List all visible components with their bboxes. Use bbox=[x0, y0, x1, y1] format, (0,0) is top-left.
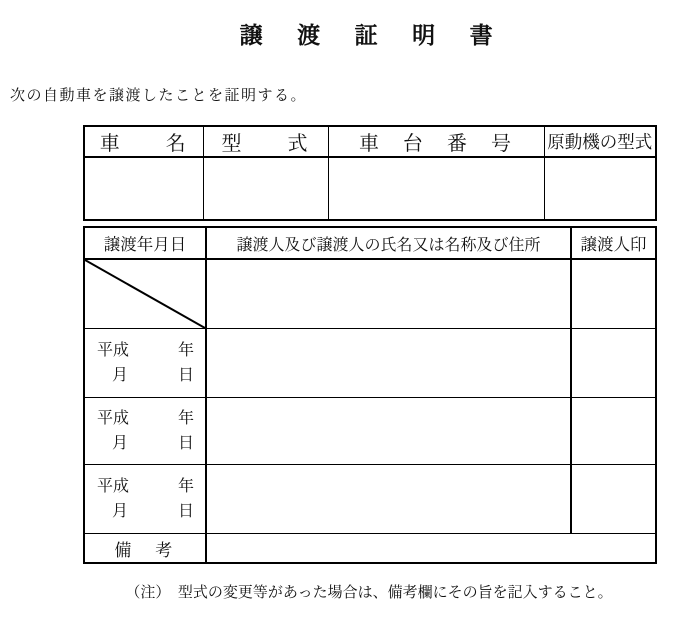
year-label: 年 bbox=[177, 342, 194, 359]
year-label: 年 bbox=[177, 478, 194, 495]
vehicle-table-value-row bbox=[84, 157, 656, 220]
header-model: 型 式 bbox=[203, 126, 328, 157]
transfer-row-1 bbox=[84, 259, 656, 329]
vehicle-table-header-row bbox=[84, 126, 656, 157]
transferor-info-cell bbox=[206, 398, 571, 465]
footnote: （注） 型式の変更等があった場合は、備考欄にその旨を記入すること。 bbox=[125, 585, 613, 601]
header-car-name: 車 名 bbox=[84, 126, 203, 157]
month-label: 月 bbox=[112, 503, 129, 520]
month-label: 月 bbox=[112, 435, 129, 452]
month-label: 月 bbox=[112, 367, 129, 384]
transfer-date-cell bbox=[84, 398, 206, 465]
header-transferor-name-address: 譲渡人及び譲渡人の氏名又は名称及び住所 bbox=[206, 227, 571, 259]
remarks-row bbox=[84, 534, 656, 564]
remarks-value-cell bbox=[206, 534, 656, 564]
page-title: 譲 渡 証 明 書 bbox=[239, 23, 499, 48]
date-labels bbox=[85, 465, 205, 533]
header-engine-model: 原動機の型式 bbox=[544, 126, 656, 157]
day-label: 日 bbox=[177, 435, 194, 452]
year-label: 年 bbox=[177, 410, 194, 427]
chassis-number-value-cell bbox=[328, 157, 544, 220]
seal-cell bbox=[571, 329, 656, 398]
transfer-date-cell-crossed-out bbox=[84, 259, 206, 329]
model-value-cell bbox=[203, 157, 328, 220]
transfer-table-header-row bbox=[84, 227, 656, 259]
transfer-record-table bbox=[83, 226, 657, 564]
seal-cell bbox=[571, 259, 656, 329]
transferor-info-cell bbox=[206, 329, 571, 398]
header-transfer-date: 譲渡年月日 bbox=[84, 227, 206, 259]
transfer-row-4 bbox=[84, 465, 656, 534]
transferor-info-cell bbox=[206, 259, 571, 329]
remarks-label: 備 考 bbox=[84, 534, 206, 564]
day-label: 日 bbox=[177, 367, 194, 384]
seal-cell bbox=[571, 398, 656, 465]
transfer-row-2 bbox=[84, 329, 656, 398]
header-transferor-seal: 譲渡人印 bbox=[571, 227, 656, 259]
era-label: 平成 bbox=[97, 342, 130, 359]
transferor-info-cell bbox=[206, 465, 571, 534]
header-chassis-number: 車 台 番 号 bbox=[328, 126, 544, 157]
era-label: 平成 bbox=[97, 410, 130, 427]
intro-text: 次の自動車を譲渡したことを証明する。 bbox=[10, 88, 308, 104]
car-name-value-cell bbox=[84, 157, 203, 220]
day-label: 日 bbox=[177, 503, 194, 520]
date-labels bbox=[85, 329, 205, 397]
engine-model-value-cell bbox=[544, 157, 656, 220]
vehicle-info-table bbox=[83, 125, 657, 221]
transfer-row-3 bbox=[84, 398, 656, 465]
seal-cell bbox=[571, 465, 656, 534]
transfer-date-cell bbox=[84, 465, 206, 534]
era-label: 平成 bbox=[97, 478, 130, 495]
diagonal-line bbox=[85, 260, 205, 328]
date-labels bbox=[85, 398, 205, 464]
transfer-date-cell bbox=[84, 329, 206, 398]
